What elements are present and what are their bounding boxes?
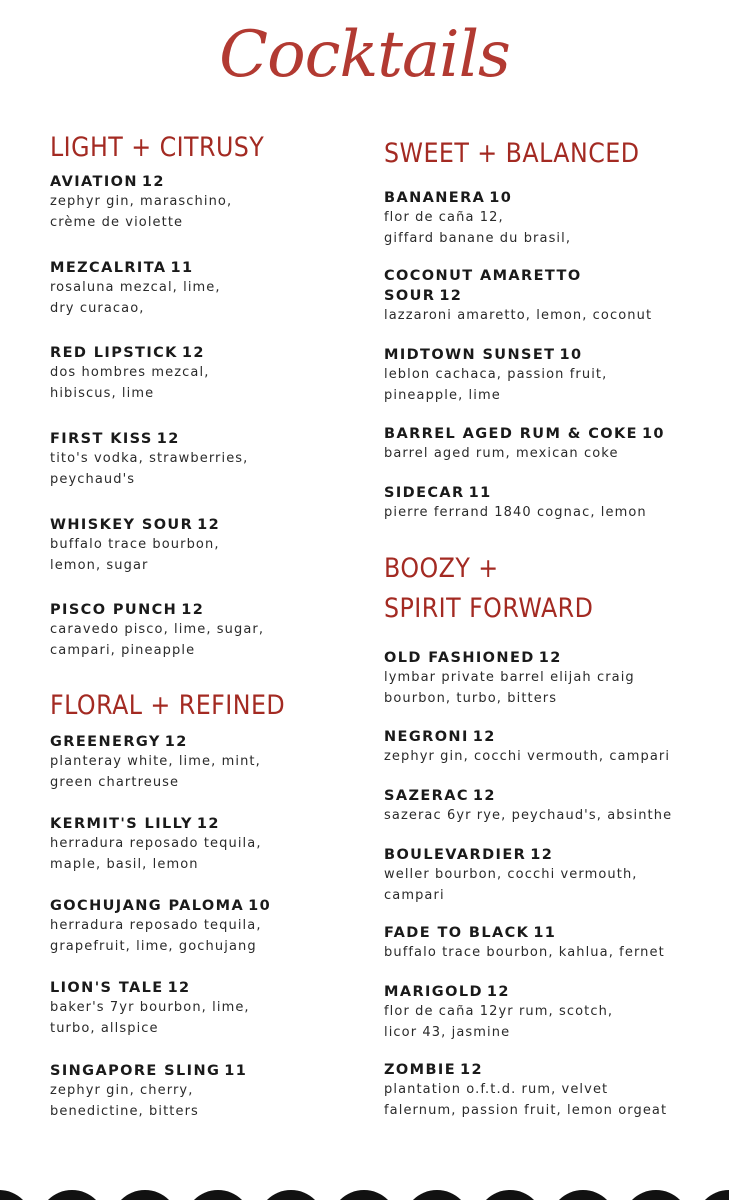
item-price: 10 [248,898,272,914]
item-name: MARIGOLD [384,984,483,1000]
menu-item-red-lipstick [50,343,350,404]
item-description: sazerac 6yr rye, peychaud's, absinthe [384,808,673,823]
menu-title: Cocktails [219,18,510,92]
item-price: 12 [530,847,554,863]
item-description: herradura reposado tequila, grapefruit, lime, gochujang [50,918,262,954]
item-name: LION'S TALE [50,980,164,996]
item-name: KERMIT'S LILLY [50,816,193,832]
scallop-circle [330,1190,398,1200]
menu-item-greenergy [50,732,350,793]
item-description: caravedo pisco, lime, sugar, campari, pineapple [50,622,265,658]
item-description: zephyr gin, maraschino, crème de violette [50,194,233,230]
item-price: 12 [167,980,191,996]
menu-item-sidecar [384,483,704,524]
item-description: barrel aged rum, mexican coke [384,446,619,461]
scallop-circle [38,1190,106,1200]
item-description: herradura reposado tequila, maple, basil, lemon [50,836,262,872]
item-price: 11 [468,485,492,501]
section-title-spirit-forward-line2: SPIRIT FORWARD [384,593,594,624]
menu-item-mezcalrita [50,258,350,319]
item-price: 12 [460,1062,484,1078]
item-name: OLD FASHIONED [384,650,535,666]
item-price: 11 [170,260,194,276]
menu-item-kermits-lilly [50,814,350,875]
item-name: BOULEVARDIER [384,847,527,863]
item-description: buffalo trace bourbon, kahlua, fernet [384,945,665,960]
item-name: SAZERAC [384,788,469,804]
menu-item-gochujang-paloma [50,896,350,957]
item-price: 12 [156,431,180,447]
item-description: pierre ferrand 1840 cognac, lemon [384,505,647,520]
item-description: zephyr gin, cocchi vermouth, campari [384,749,671,764]
item-name: FIRST KISS [50,431,153,447]
item-price: 12 [197,517,221,533]
menu-item-singapore-sling [50,1061,350,1122]
item-description: zephyr gin, cherry, benedictine, bitters [50,1083,199,1119]
item-name: GOCHUJANG PALOMA [50,898,245,914]
item-name: FADE TO BLACK [384,925,530,941]
menu-item-zombie [384,1060,704,1121]
item-price: 12 [472,788,496,804]
scallop-circle [549,1190,617,1200]
item-description: plantation o.f.t.d. rum, velvet falernum, passion fruit, lemon orgeat [384,1082,668,1118]
footer-scallop-border [0,1190,729,1200]
section-title-floral-refined: FLORAL + REFINED [50,690,286,721]
item-price: 10 [559,347,583,363]
item-description: lazzaroni amaretto, lemon, coconut [384,308,653,323]
menu-item-pisco-punch [50,600,350,661]
scallop-circle [403,1190,471,1200]
item-price: 12 [439,288,463,304]
item-name: AVIATION [50,174,138,190]
section-title-sweet-balanced: SWEET + BALANCED [384,138,640,169]
menu-item-negroni [384,727,704,768]
item-name: ZOMBIE [384,1062,457,1078]
item-description: lymbar private barrel elijah craig bourbon, turbo, bitters [384,670,635,706]
item-name: COCONUT AMARETTO SOUR [384,268,582,304]
item-price: 12 [472,729,496,745]
item-name: GREENERGY [50,734,161,750]
menu-item-old-fashioned [384,648,704,709]
item-price: 12 [181,602,205,618]
scallop-circle [111,1190,179,1200]
item-name: WHISKEY SOUR [50,517,194,533]
item-name: BANANERA [384,190,486,206]
item-description: planteray white, lime, mint, green chartreuse [50,754,261,790]
item-description: buffalo trace bourbon, lemon, sugar [50,537,220,573]
menu-item-fade-to-black [384,923,704,964]
item-name: MIDTOWN SUNSET [384,347,556,363]
item-description: baker's 7yr bourbon, lime, turbo, allspice [50,1000,250,1036]
scallop-circle [184,1190,252,1200]
menu-item-midtown-sunset [384,345,704,406]
scallop-circle [476,1190,544,1200]
item-price: 11 [224,1063,248,1079]
menu-item-whiskey-sour [50,515,350,576]
item-price: 12 [486,984,510,1000]
item-name: SIDECAR [384,485,465,501]
item-price: 12 [181,345,205,361]
item-price: 12 [538,650,562,666]
item-name: MEZCALRITA [50,260,167,276]
item-description: rosaluna mezcal, lime, dry curacao, [50,280,221,316]
item-price: 12 [196,816,220,832]
scallop-circle [257,1190,325,1200]
item-name: NEGRONI [384,729,469,745]
menu-item-first-kiss [50,429,350,490]
item-price: 12 [164,734,188,750]
item-name: RED LIPSTICK [50,345,178,361]
item-name: PISCO PUNCH [50,602,178,618]
menu-item-lions-tale [50,978,350,1039]
scallop-circle [0,1190,33,1200]
scallop-circle [622,1190,690,1200]
item-name: BARREL AGED RUM & COKE [384,426,638,442]
item-price: 10 [641,426,665,442]
menu-item-boulevardier [384,845,704,906]
item-price: 11 [533,925,557,941]
item-description: flor de caña 12, giffard banane du brasil, [384,210,572,246]
menu-item-barrel-aged-rum-coke [384,424,704,465]
item-description: tito's vodka, strawberries, peychaud's [50,451,249,487]
menu-item-bananera [384,188,704,249]
item-description: flor de caña 12yr rum, scotch, licor 43, jasmine [384,1004,614,1040]
section-title-light-citrusy: LIGHT + CITRUSY [50,132,265,163]
menu-item-coconut-amaretto-sour [384,266,704,327]
menu-item-aviation [50,172,350,233]
item-price: 12 [141,174,165,190]
scallop-circle [695,1190,729,1200]
item-description: weller bourbon, cocchi vermouth, campari [384,867,638,903]
section-title-boozy-line1: BOOZY + [384,553,499,584]
item-description: dos hombres mezcal, hibiscus, lime [50,365,210,401]
item-description: leblon cachaca, passion fruit, pineapple, lime [384,367,608,403]
item-name: SINGAPORE SLING [50,1063,221,1079]
menu-item-sazerac [384,786,704,827]
item-price: 10 [489,190,513,206]
menu-item-marigold [384,982,704,1043]
